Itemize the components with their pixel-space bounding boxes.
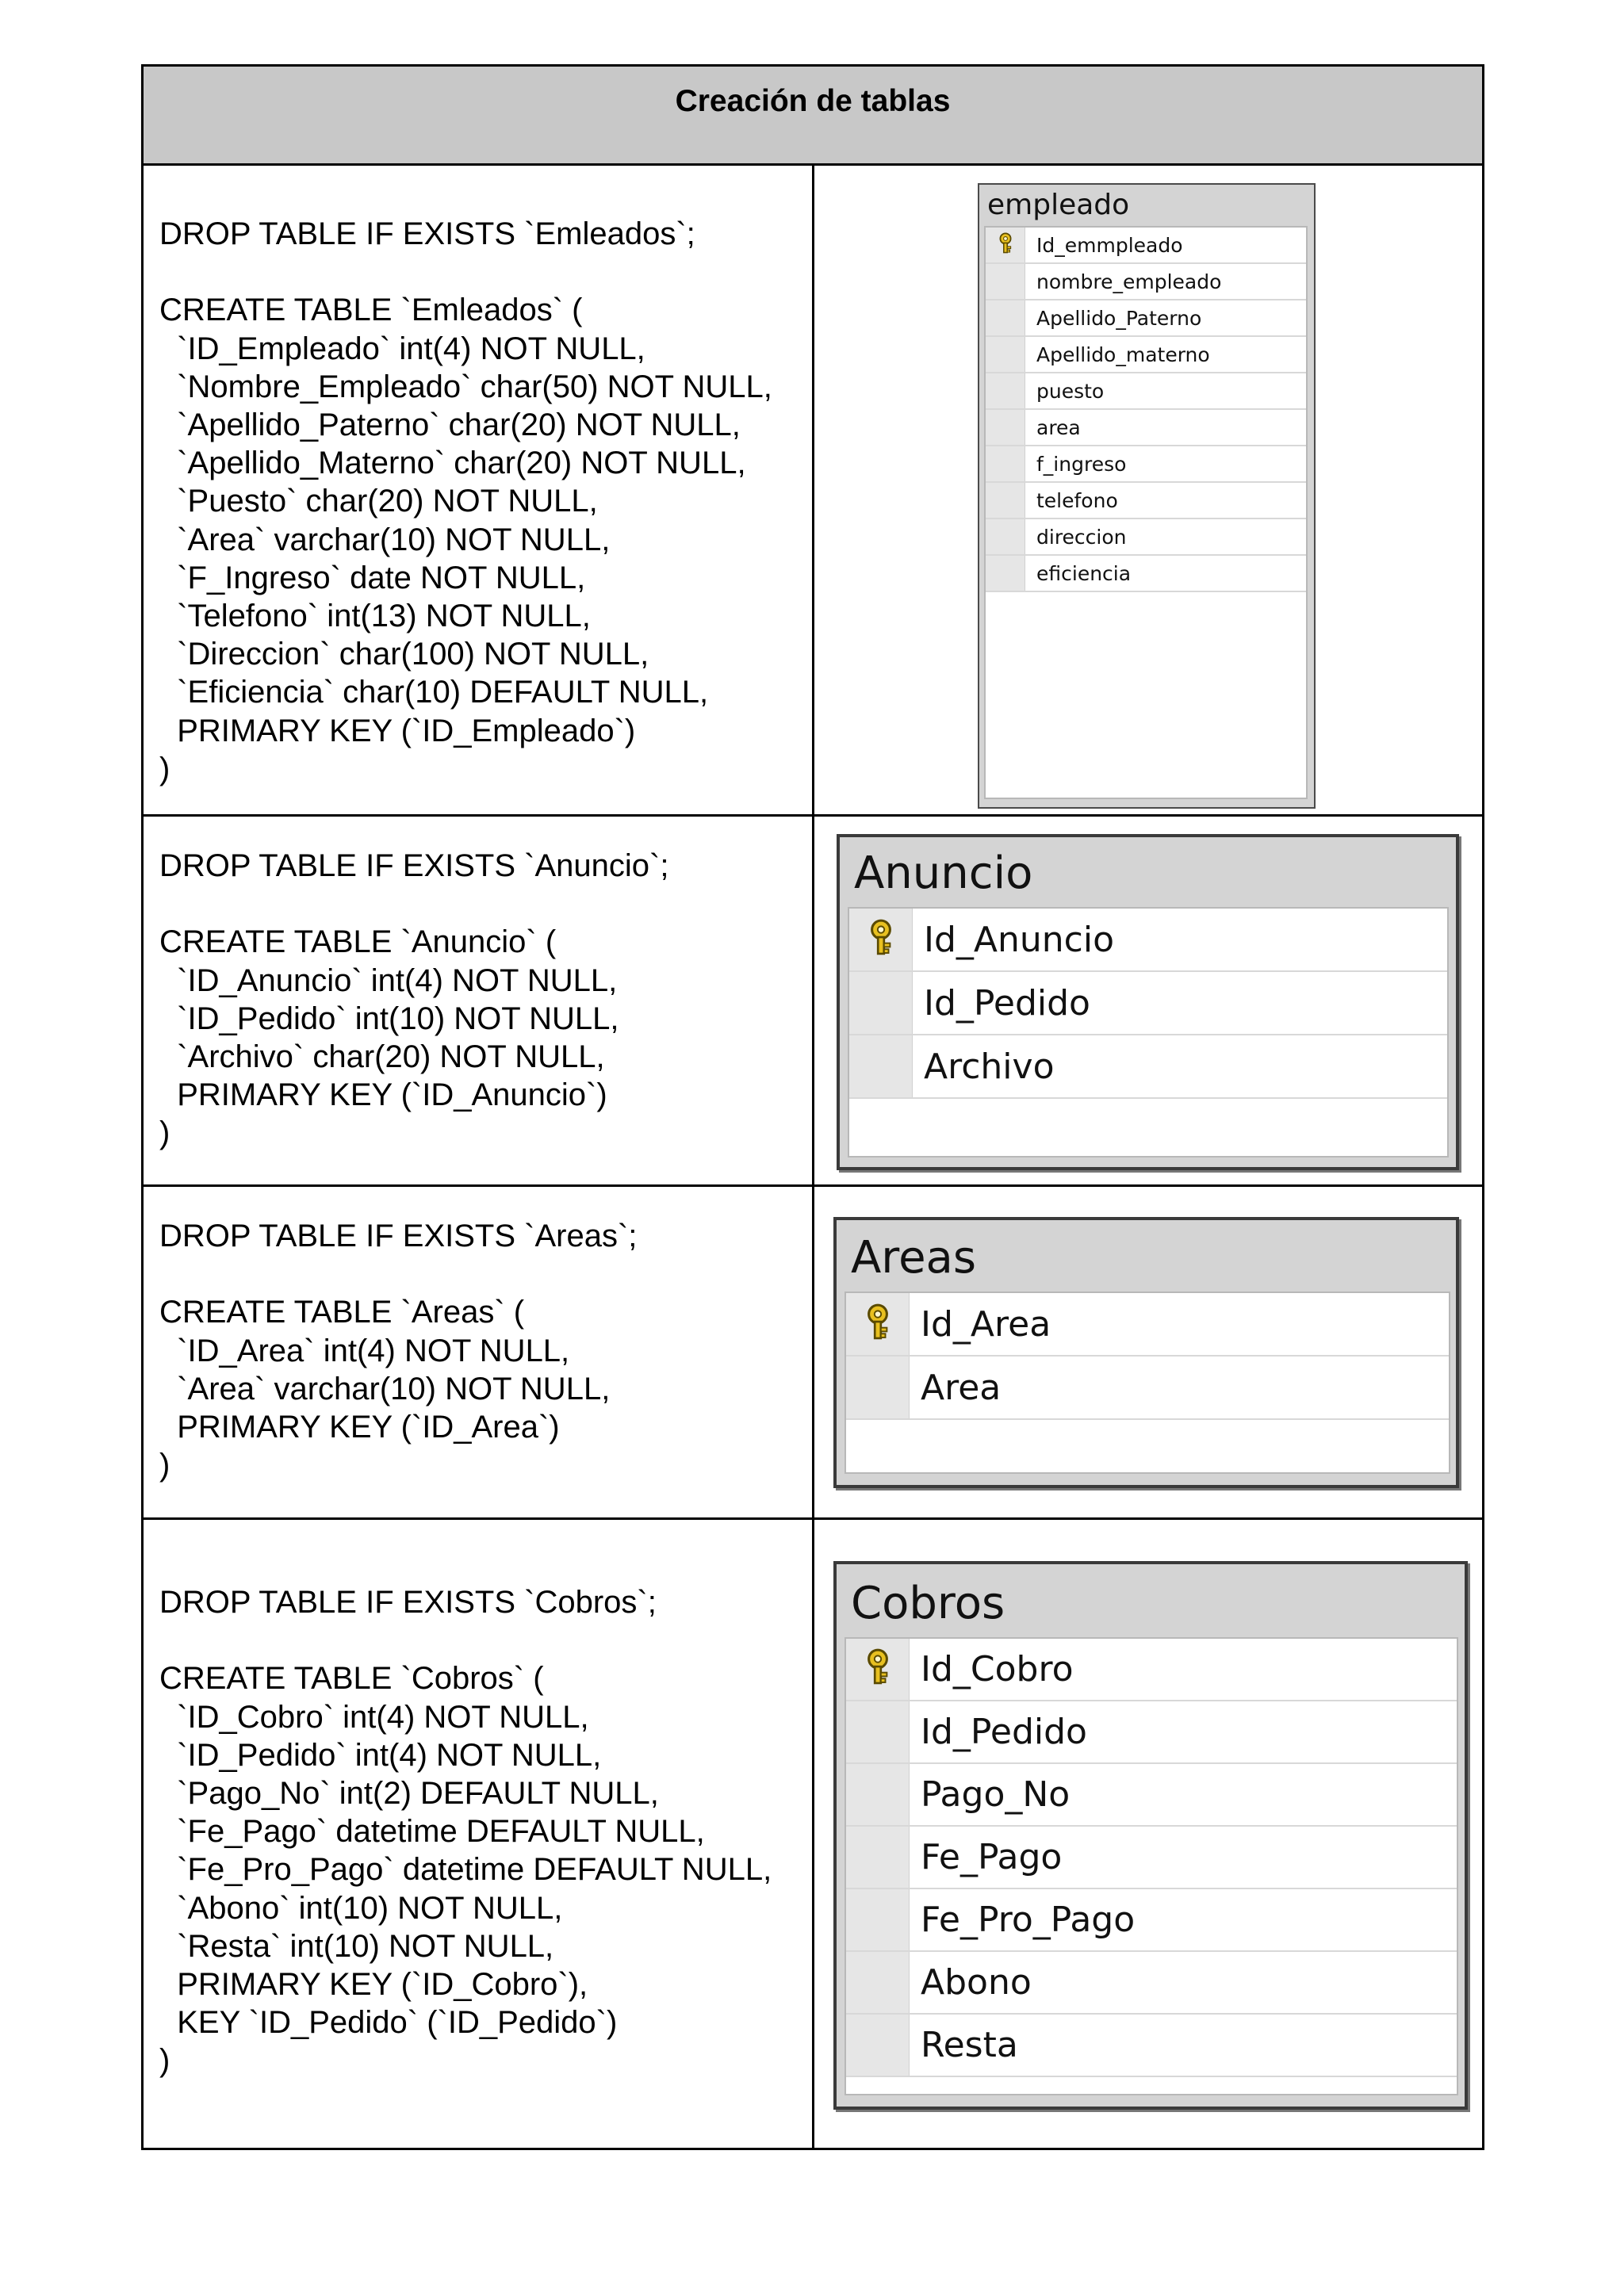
diagram-column-row [986,300,1306,337]
key-icon [863,1303,893,1345]
diagram-column-row [986,556,1306,592]
page-title: Creación de tablas [675,84,951,118]
column-name: Fe_Pro_Pago [921,1900,1136,1940]
diagram-columns [848,907,1449,1158]
diagram-column-row [986,446,1306,483]
row-selector [846,1889,910,1950]
diagram-column-row [849,909,1447,972]
diagram-cell [814,1187,1482,1517]
table-row-empleados [144,166,1482,817]
diagram-column-row [986,519,1306,556]
diagram-column-row [846,1952,1457,2015]
column-name: direccion [1036,525,1127,549]
creation-table [141,64,1484,2150]
row-selector [986,373,1025,408]
column-name: Id_Pedido [921,1712,1087,1752]
column-name: telefono [1036,488,1118,512]
row-selector [849,909,913,970]
table-row-anuncio [144,817,1482,1187]
diagram-title: Anuncio [854,848,1033,899]
sql-code: DROP TABLE IF EXISTS `Areas`; CREATE TABLE `Areas` ( `ID_Area` int(4) NOT NULL, `Area` varchar(10) NOT NULL, PRIMARY KEY (`ID_Area`) ) [159,1219,638,1483]
diagram-cell [814,817,1482,1184]
row-selector [986,337,1025,372]
row-selector [986,446,1025,481]
row-selector [986,410,1025,445]
column-name: nombre_empleado [1036,270,1222,293]
diagram-column-row [986,483,1306,519]
column-name: Id_Area [921,1303,1051,1345]
column-name: eficiencia [1036,561,1132,585]
column-name: Resta [921,2025,1018,2065]
row-selector [846,1639,910,1700]
diagram-column-row [986,410,1306,446]
key-icon [863,1648,893,1690]
row-selector [846,1293,910,1355]
diagram-cell [814,1520,1482,2148]
diagram-columns [984,226,1308,799]
row-selector [846,1764,910,1825]
diagram-column-row [846,1701,1457,1764]
diagram-column-row [846,1889,1457,1952]
diagram-columns [845,1637,1458,2095]
sql-code: DROP TABLE IF EXISTS `Cobros`; CREATE TABLE `Cobros` ( `ID_Cobro` int(4) NOT NULL, `ID_Pedido` int(4) NOT NULL, `Pago_No` int(2) DEFAULT NULL, `Fe_Pago` datetime DEFAULT NULL, `Fe_Pro_Pago` datetime DEFAULT NULL, `Abono` int(10) NOT NULL, `Resta` int(10) NOT NULL, PRIMARY KEY (`ID_Cobro`), KEY `ID_Pedido` (`ID_Pedido`) ) [159,1585,772,2079]
column-name: Apellido_materno [1036,342,1210,366]
diagram-cell [814,166,1482,814]
column-name: Fe_Pago [921,1837,1063,1877]
row-selector [846,1952,910,2013]
diagram-column-row [846,2015,1457,2077]
table-row-areas [144,1187,1482,1520]
column-name: Abono [921,1962,1032,2003]
row-selector [986,300,1025,335]
column-name: Id_Pedido [924,982,1090,1024]
diagram-column-row [986,228,1306,264]
key-icon [866,919,896,961]
table-row-cobros [144,1520,1482,2148]
table-diagram-empleado [978,183,1316,809]
row-selector [846,1701,910,1762]
row-selector [846,2015,910,2076]
column-name: Id_Cobro [921,1649,1074,1689]
row-selector [849,1035,913,1097]
diagram-column-row [846,1293,1449,1357]
column-name: Id_emmpleado [1036,233,1183,257]
row-selector [849,972,913,1034]
diagram-title: Areas [851,1232,977,1284]
column-name: Archivo [924,1046,1055,1087]
diagram-title: empleado [987,189,1130,221]
column-name: f_ingreso [1036,452,1127,476]
diagram-column-row [986,373,1306,410]
row-selector [846,1357,910,1418]
table-header [144,67,1482,166]
row-selector [986,556,1025,591]
column-name: Area [921,1367,1002,1408]
diagram-columns [845,1292,1450,1474]
diagram-column-row [849,1035,1447,1099]
diagram-column-row [986,264,1306,300]
table-diagram-areas [833,1217,1459,1488]
diagram-column-row [849,972,1447,1035]
diagram-column-row [846,1357,1449,1420]
sql-code: DROP TABLE IF EXISTS `Emleados`; CREATE TABLE `Emleados` ( `ID_Empleado` int(4) NOT NULL, `Nombre_Empleado` char(50) NOT NULL, `Apellido_Paterno` char(20) NOT NULL, `Apellido_Materno` char(20) NOT NULL, `Puesto` char(20) NOT NULL, `Area` varchar(10) NOT NULL, `F_Ingreso` date NOT NULL, `Telefono` int(13) NOT NULL, `Direccion` char(100) NOT NULL, `Eficiencia` char(10) DEFAULT NULL, PRIMARY KEY (`ID_Empleado`) ) [159,216,772,786]
sql-cell [144,817,814,1184]
column-name: Id_Anuncio [924,919,1115,960]
row-selector [986,264,1025,299]
sql-cell [144,1187,814,1517]
row-selector [846,1827,910,1888]
column-name: Pago_No [921,1774,1071,1815]
row-selector [986,228,1025,262]
column-name: area [1036,415,1081,439]
column-name: Apellido_Paterno [1036,306,1202,330]
table-diagram-anuncio [837,834,1459,1170]
diagram-column-row [986,337,1306,373]
sql-cell [144,166,814,814]
column-name: puesto [1036,379,1105,403]
sql-cell [144,1520,814,2148]
diagram-column-row [846,1639,1457,1701]
diagram-column-row [846,1764,1457,1827]
diagram-column-row [846,1827,1457,1889]
row-selector [986,483,1025,518]
row-selector [986,519,1025,554]
diagram-title: Cobros [851,1578,1005,1629]
table-diagram-cobros [833,1561,1468,2110]
key-icon [997,232,1014,258]
sql-code: DROP TABLE IF EXISTS `Anuncio`; CREATE TABLE `Anuncio` ( `ID_Anuncio` int(4) NOT NULL, `ID_Pedido` int(10) NOT NULL, `Archivo` char(20) NOT NULL, PRIMARY KEY (`ID_Anuncio`) ) [159,848,669,1151]
